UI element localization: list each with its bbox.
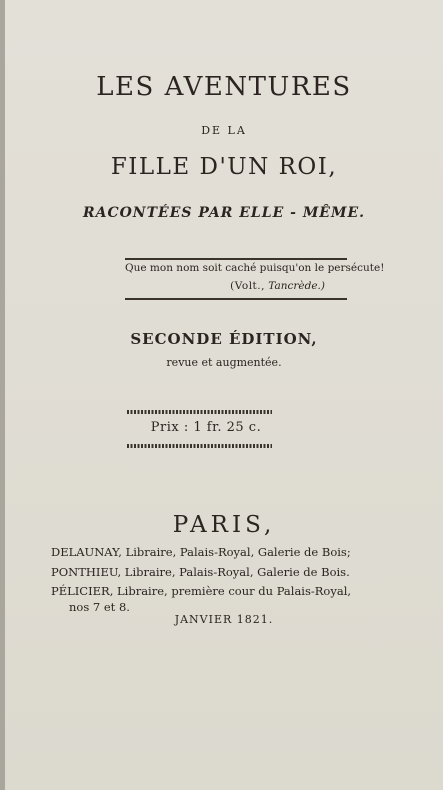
- epigraph-author: (Volt.,: [230, 280, 265, 292]
- price: Prix : 1 fr. 25 c.: [150, 420, 262, 435]
- epigraph-bottom-rule: [125, 298, 347, 300]
- price-ornament-bottom: [127, 444, 272, 448]
- edition-statement: SECONDE ÉDITION,: [130, 330, 318, 348]
- epigraph-top-rule: [125, 258, 347, 260]
- edition-note: revue et augmentée.: [166, 356, 282, 369]
- book-title: LES AVENTURES: [96, 72, 352, 102]
- publisher-line: DELAUNAY, Libraire, Palais-Royal, Galerie de Bois;: [51, 545, 351, 559]
- price-ornament-top: [127, 410, 272, 414]
- epigraph-quote: Que mon nom soit caché puisqu'on le persécute!: [125, 262, 385, 274]
- publisher-line: nos 7 et 8.: [69, 600, 130, 614]
- book-subtitle: RACONTÉES PAR ELLE - MÊME.: [82, 205, 366, 221]
- title-connector: DE LA: [201, 124, 247, 137]
- epigraph-attribution: [125, 280, 325, 292]
- book-title-line-2: FILLE D'UN ROI,: [110, 154, 338, 180]
- epigraph-work: Tancrède.): [268, 280, 325, 292]
- publisher-line: PÉLICIER, Libraire, première cour du Palais-Royal,: [51, 584, 352, 598]
- imprint-city: PARIS,: [172, 512, 276, 538]
- publisher-line: PONTHIEU, Libraire, Palais-Royal, Galerie de Bois.: [51, 565, 350, 579]
- publication-date: JANVIER 1821.: [174, 613, 274, 626]
